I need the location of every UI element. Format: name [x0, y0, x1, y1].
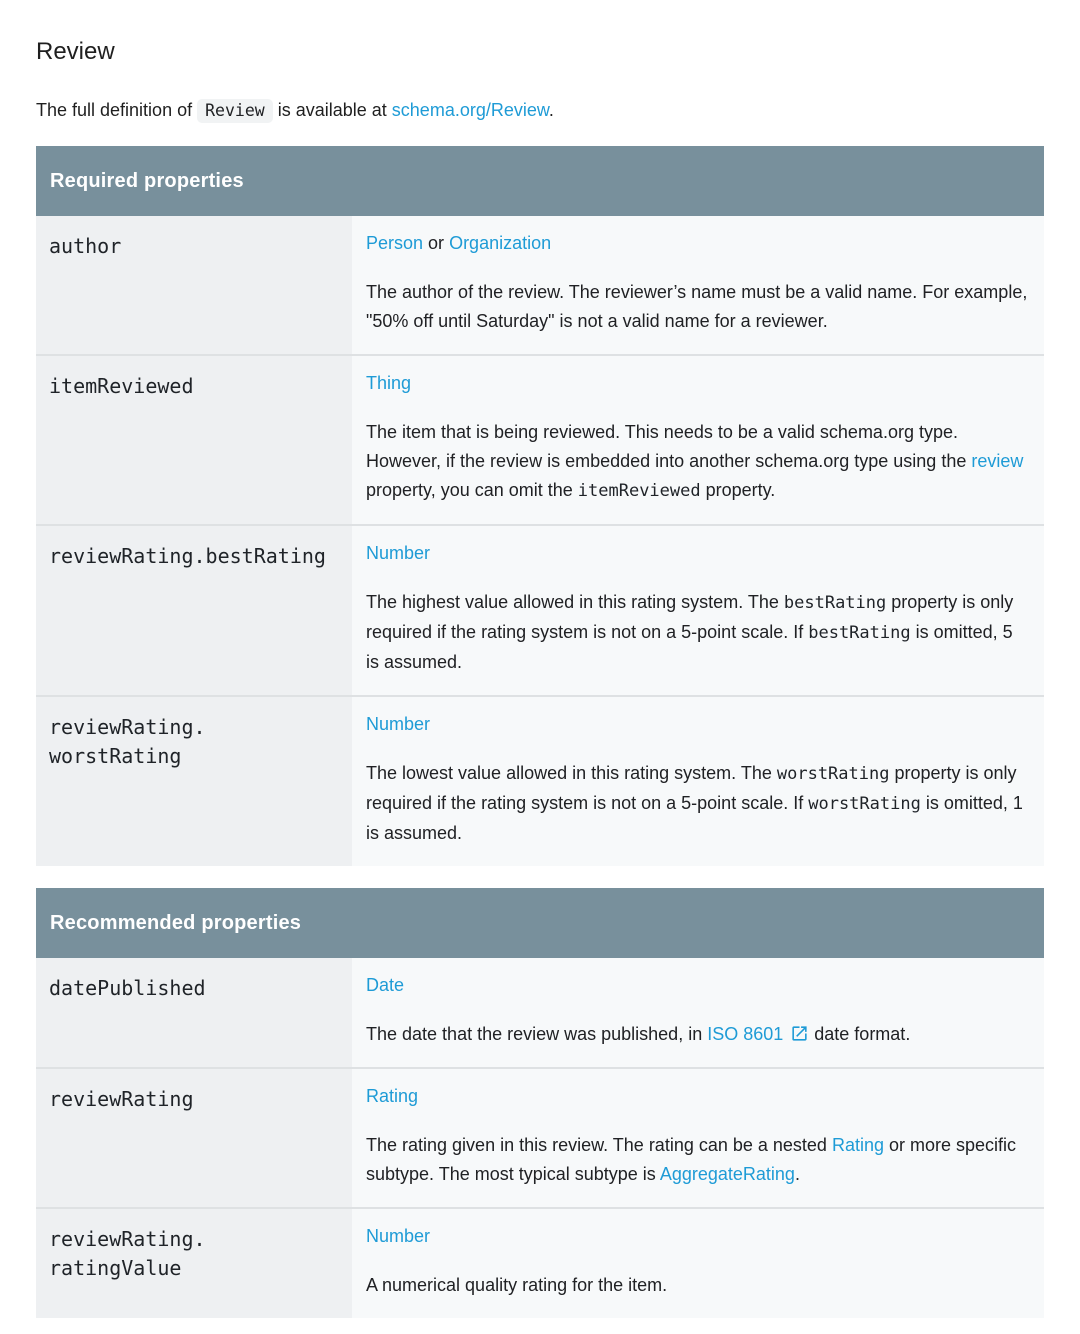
type-link-date[interactable]: Date	[366, 975, 405, 995]
text-run: or	[423, 233, 450, 253]
inline-code-chip: Review	[197, 99, 273, 123]
inline-code: bestRating	[808, 623, 911, 643]
property-type	[366, 1225, 1028, 1247]
inline-code: itemReviewed	[577, 481, 701, 501]
property-type	[366, 974, 1028, 996]
type-link-number[interactable]: Number	[366, 543, 431, 563]
text-run: .	[548, 100, 554, 120]
text-run: is available at	[272, 100, 392, 120]
property-details-cell	[352, 356, 1044, 524]
text-run: is omitted, 1 is assumed.	[366, 793, 1023, 843]
inline-code: worstRating	[776, 764, 890, 784]
table-rows	[36, 216, 1044, 866]
review-property-link[interactable]: review	[971, 451, 1024, 471]
property-tables-container	[36, 146, 1044, 1318]
table-row	[36, 524, 1044, 695]
text-run: The date that the review was published, in	[366, 1024, 708, 1044]
property-type	[366, 713, 1028, 735]
type-link-person[interactable]: Person	[366, 233, 424, 253]
property-name: reviewRating.​ratingValue	[49, 1227, 206, 1280]
property-type	[366, 542, 1028, 564]
text-run: A numerical quality rating for the item.	[366, 1275, 668, 1295]
inline-code: worstRating	[808, 794, 921, 814]
property-details-cell	[352, 1069, 1044, 1207]
table-row	[36, 695, 1044, 866]
table-header-title: Required properties	[50, 169, 244, 192]
text-run: The lowest value allowed in this rating system. The	[366, 763, 777, 783]
table-row	[36, 1207, 1044, 1318]
property-name: reviewRating.​bestRating	[49, 544, 326, 568]
text-run: The item that is being reviewed. This needs to be a valid schema.org type. However, if the review is embedded into another schema.org type using the	[366, 422, 972, 471]
table-row	[36, 354, 1044, 524]
property-description	[366, 1131, 1028, 1189]
property-name-cell	[36, 526, 352, 695]
text-run: .	[794, 1164, 800, 1184]
table-header	[36, 146, 1044, 216]
inline-code: bestRating	[783, 593, 887, 613]
aggregaterating-link[interactable]: AggregateRating	[659, 1164, 795, 1184]
property-details-cell	[352, 1209, 1044, 1318]
table-rows	[36, 958, 1044, 1318]
text-run: or more specific subtype. The most typical subtype is	[366, 1135, 1017, 1184]
property-description	[366, 759, 1028, 848]
property-type	[366, 1085, 1028, 1107]
property-name: reviewRating.​worstRating	[49, 715, 206, 768]
page-title: Review	[36, 38, 115, 65]
properties-table	[36, 146, 1044, 866]
property-name-cell	[36, 958, 352, 1067]
property-name-cell	[36, 356, 352, 524]
property-name: itemReviewed	[49, 374, 194, 398]
table-header-title: Recommended properties	[50, 911, 302, 934]
text-run: property is only required if the rating system is not on a 5-point scale. If	[366, 763, 1017, 813]
property-name-cell	[36, 216, 352, 354]
type-link-organization[interactable]: Organization	[449, 233, 552, 253]
property-details-cell	[352, 958, 1044, 1067]
property-description	[366, 418, 1028, 506]
property-details-cell	[352, 697, 1044, 866]
text-run: The full definition of	[36, 100, 198, 120]
property-description	[366, 1271, 1028, 1300]
text-run: property is only required if the rating system is not on a 5-point scale. If	[366, 592, 1014, 642]
text-run: The author of the review. The reviewer’s name must be a valid name. For example, "50% off until Saturday" is not a valid name for a reviewer.	[366, 282, 1028, 331]
text-run: is omitted, 5 is assumed.	[366, 622, 1013, 672]
property-details-cell	[352, 526, 1044, 695]
rating-link[interactable]: Rating	[831, 1135, 884, 1155]
type-link-rating[interactable]: Rating	[366, 1086, 419, 1106]
property-description	[366, 588, 1028, 677]
external-link-icon[interactable]	[790, 1024, 809, 1043]
type-link-number[interactable]: Number	[366, 714, 431, 734]
schema-org-review-link[interactable]: schema.org/Review	[391, 100, 549, 120]
property-details-cell	[352, 216, 1044, 354]
property-name-cell	[36, 1209, 352, 1318]
text-run: The highest value allowed in this rating system. The	[366, 592, 784, 612]
property-name-cell	[36, 697, 352, 866]
text-run: property.	[700, 480, 776, 500]
type-link-thing[interactable]: Thing	[366, 373, 412, 393]
properties-table	[36, 888, 1044, 1318]
iso-8601-link[interactable]: ISO 8601	[707, 1024, 809, 1044]
table-header	[36, 888, 1044, 958]
property-name-cell	[36, 1069, 352, 1207]
property-description	[366, 1020, 1028, 1049]
text-run: date format.	[809, 1024, 911, 1044]
property-name: reviewRating	[49, 1087, 194, 1111]
type-link-number[interactable]: Number	[366, 1226, 431, 1246]
table-row	[36, 1067, 1044, 1207]
property-name: datePublished	[49, 976, 206, 1000]
intro-paragraph	[36, 99, 1044, 122]
property-name: author	[49, 234, 122, 258]
table-row	[36, 216, 1044, 354]
table-row	[36, 958, 1044, 1067]
text-run: The rating given in this review. The rating can be a nested	[366, 1135, 832, 1155]
property-type	[366, 232, 1028, 254]
text-run: property, you can omit the	[366, 480, 578, 500]
property-type	[366, 372, 1028, 394]
property-description	[366, 278, 1028, 336]
